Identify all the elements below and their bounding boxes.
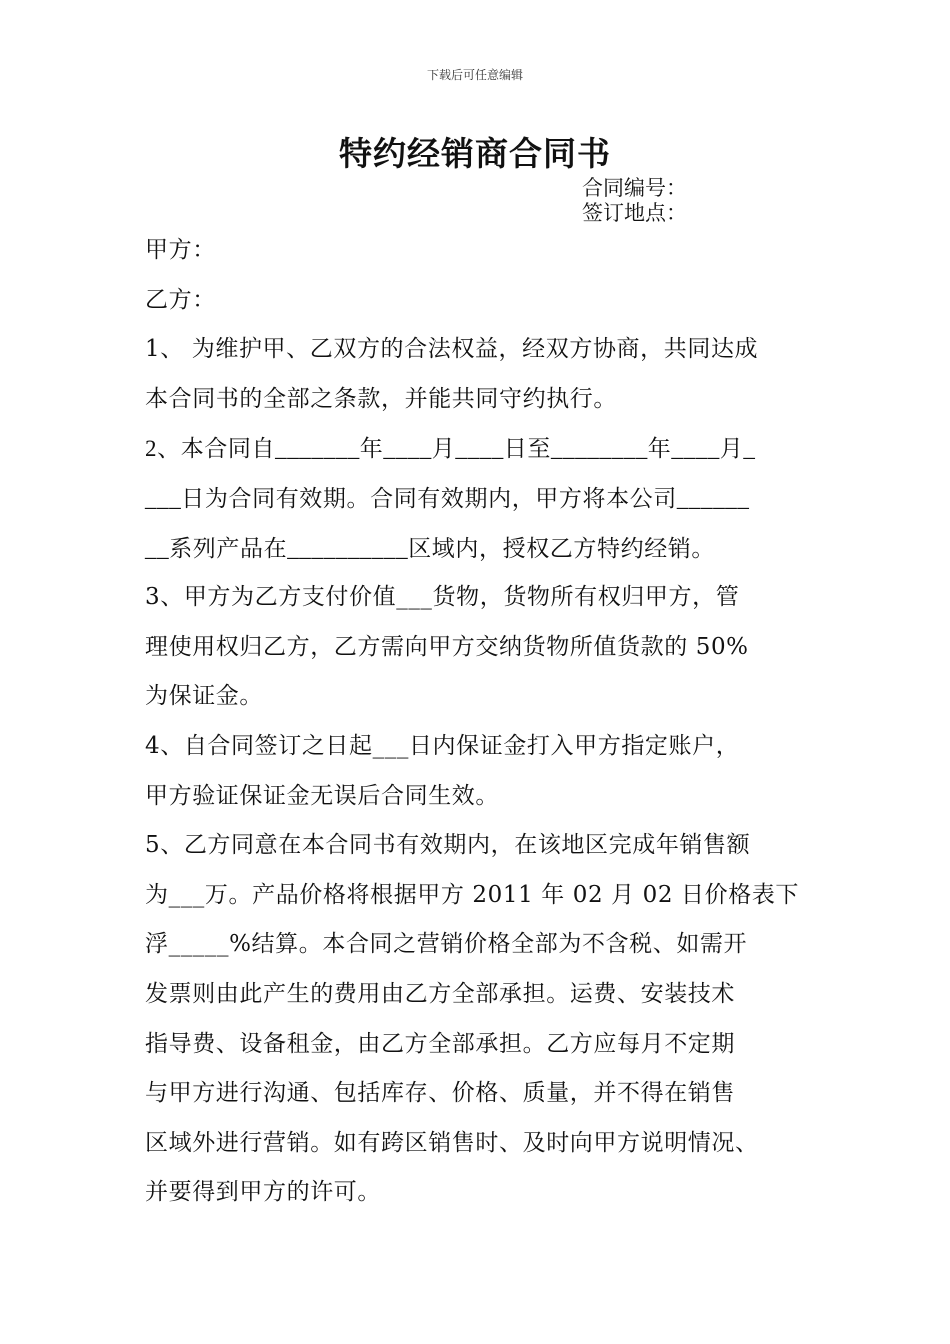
clause-3-line-1: 3、甲方为乙方支付价值___货物，货物所有权归甲方，管 xyxy=(145,584,740,611)
clause-5-line-6: 与甲方进行沟通、包括库存、价格、质量，并不得在销售 xyxy=(145,1080,735,1107)
clause-1-line-1: 1、 为维护甲、乙双方的合法权益，经双方协商，共同达成 xyxy=(145,336,759,363)
party-b-line: 乙方： xyxy=(145,286,216,313)
contract-meta xyxy=(582,176,687,226)
contract-number-label: 合同编号： xyxy=(582,176,687,200)
clause-5-line-7: 区域外进行营销。如有跨区销售时、及时向甲方说明情况、 xyxy=(145,1129,759,1156)
document-title: 特约经销商合同书 xyxy=(339,134,611,173)
clause-2-line-3: __系列产品在__________区域内，授权乙方特约经销。 xyxy=(145,535,715,561)
clause-2-line-2: ___日为合同有效期。合同有效期内，甲方将本公司______ xyxy=(145,485,750,511)
clause-5-line-1: 5、乙方同意在本合同书有效期内，在该地区完成年销售额 xyxy=(145,832,751,859)
header-watermark: 下载后可任意编辑 xyxy=(426,68,523,82)
clause-3-line-3: 为保证金。 xyxy=(145,683,263,710)
clause-3-line-2: 理使用权归乙方，乙方需向甲方交纳货物所值货款的 50% xyxy=(145,633,749,660)
clause-5-line-8: 并要得到甲方的许可。 xyxy=(145,1179,381,1206)
clause-4-line-1: 4、自合同签订之日起___日内保证金打入甲方指定账户， xyxy=(145,732,740,759)
party-a-line: 甲方： xyxy=(145,237,216,263)
contract-body xyxy=(145,226,825,1218)
clause-5-line-5: 指导费、设备租金，由乙方全部承担。乙方应每月不定期 xyxy=(145,1030,735,1057)
clause-4-line-2: 甲方验证保证金无误后合同生效。 xyxy=(145,782,499,809)
clause-1-line-2: 本合同书的全部之条款，并能共同守约执行。 xyxy=(145,385,617,412)
sign-place-label: 签订地点： xyxy=(582,201,687,225)
clause-2-line-1: 2、本合同自_______年____月____日至________年____月_ xyxy=(145,436,756,462)
clause-5-line-3: 浮_____%结算。本合同之营销价格全部为不含税、如需开 xyxy=(145,931,748,958)
clause-5-line-4: 发票则由此产生的费用由乙方全部承担。运费、安装技术 xyxy=(145,980,735,1007)
clause-5-line-2: 为___万。产品价格将根据甲方 2011 年 02 月 02 日价格表下 xyxy=(145,881,800,908)
